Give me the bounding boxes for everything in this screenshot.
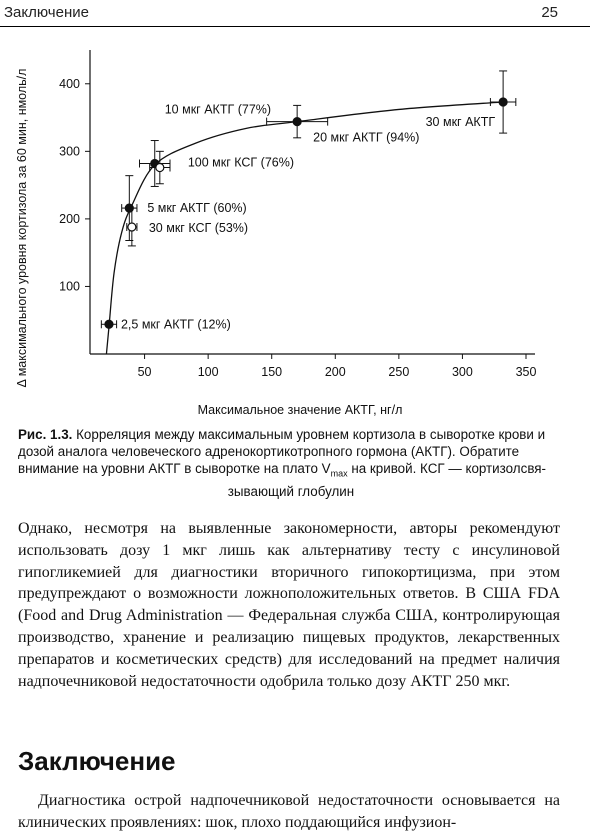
section-heading: Заключение [18, 746, 176, 776]
point-label: 2,5 мкг АКТГ (12%) [120, 317, 231, 332]
correlation-chart [0, 30, 590, 422]
caption-subscript: max [330, 468, 348, 479]
section-paragraph: Диагностика острой надпочечниковой недостаточности основывается на клинических проявлениях: шок, плохо поддающийся инфузион- [18, 792, 560, 831]
point-label: 100 мкг КСГ (76%) [187, 155, 295, 170]
x-tick-label: 250 [388, 365, 410, 379]
y-tick-label: 300 [59, 144, 80, 159]
filled-marker [499, 98, 507, 106]
point-label: 20 мкг АКТГ (94%) [313, 130, 420, 145]
x-tick-label: 350 [515, 365, 537, 379]
caption-label: Рис. 1.3. [18, 427, 73, 442]
caption-line-3b: на кривой. КСГ — кортизолсвя- [347, 461, 546, 476]
x-tick-label: 100 [197, 365, 219, 379]
figure-caption [18, 426, 564, 500]
page-number: 25 [541, 4, 558, 21]
x-tick-label: 300 [451, 365, 473, 379]
running-title: Заключение [4, 4, 89, 21]
y-axis-label: Δ максимального уровня кортизола за 60 мин, нмоль/л [15, 68, 29, 388]
caption-line-1: Корреляция между максимальным уровнем кортизола в сыворотке крови [76, 427, 534, 442]
filled-marker [293, 118, 301, 126]
open-marker [128, 223, 136, 231]
y-tick-label: 400 [59, 76, 80, 91]
point-label: 30 мкг АКТГ [425, 115, 496, 130]
x-tick-label: 150 [261, 365, 283, 379]
caption-line-4: зывающий глобулин [227, 483, 355, 499]
point-label: 30 мкг КСГ (53%) [148, 220, 249, 235]
x-tick-label: 200 [324, 365, 346, 379]
point-label: 10 мкг АКТГ (77%) [164, 102, 272, 117]
body-paragraph: Однако, несмотря на выявленные закономерности, авторы рекомендуют использовать дозу 1 мкг лишь как альтернативу тесту с инсулиновой гипогликемией для диагностики вторичного гипокортицизма, при этом предупреждают о возможности ложноположительных ответов. В США FDA (Food and Drug Administration — Федеральная служба США, контролирующая производство, хранение и реализацию пищевых продуктов, лекарственных препаратов и косметических средств) для исследований на предмет наличия надпочечниковой недостаточности одобрила только дозу АКТГ 250 мкг. [18, 520, 560, 690]
y-tick-label: 100 [59, 279, 80, 294]
x-axis-label: Максимальное значение АКТГ, нг/л [197, 403, 403, 417]
page-header [0, 0, 590, 26]
point-label: 5 мкг АКТГ (60%) [147, 201, 247, 216]
y-tick-label: 200 [59, 211, 80, 226]
caption-line-3a: внимание на уровни АКТГ в сыворотке на плато V [18, 461, 331, 476]
x-tick-label: 50 [137, 365, 152, 379]
header-rule [0, 26, 590, 27]
open-marker [156, 164, 164, 172]
chart-point-labels [121, 102, 495, 331]
caption-line-2: и дозой аналога человеческого адренокортикотропного гормона (АКТГ). Обратите [18, 427, 546, 459]
data-point [101, 320, 116, 328]
chart-marks [101, 71, 515, 328]
filled-marker [105, 320, 113, 328]
